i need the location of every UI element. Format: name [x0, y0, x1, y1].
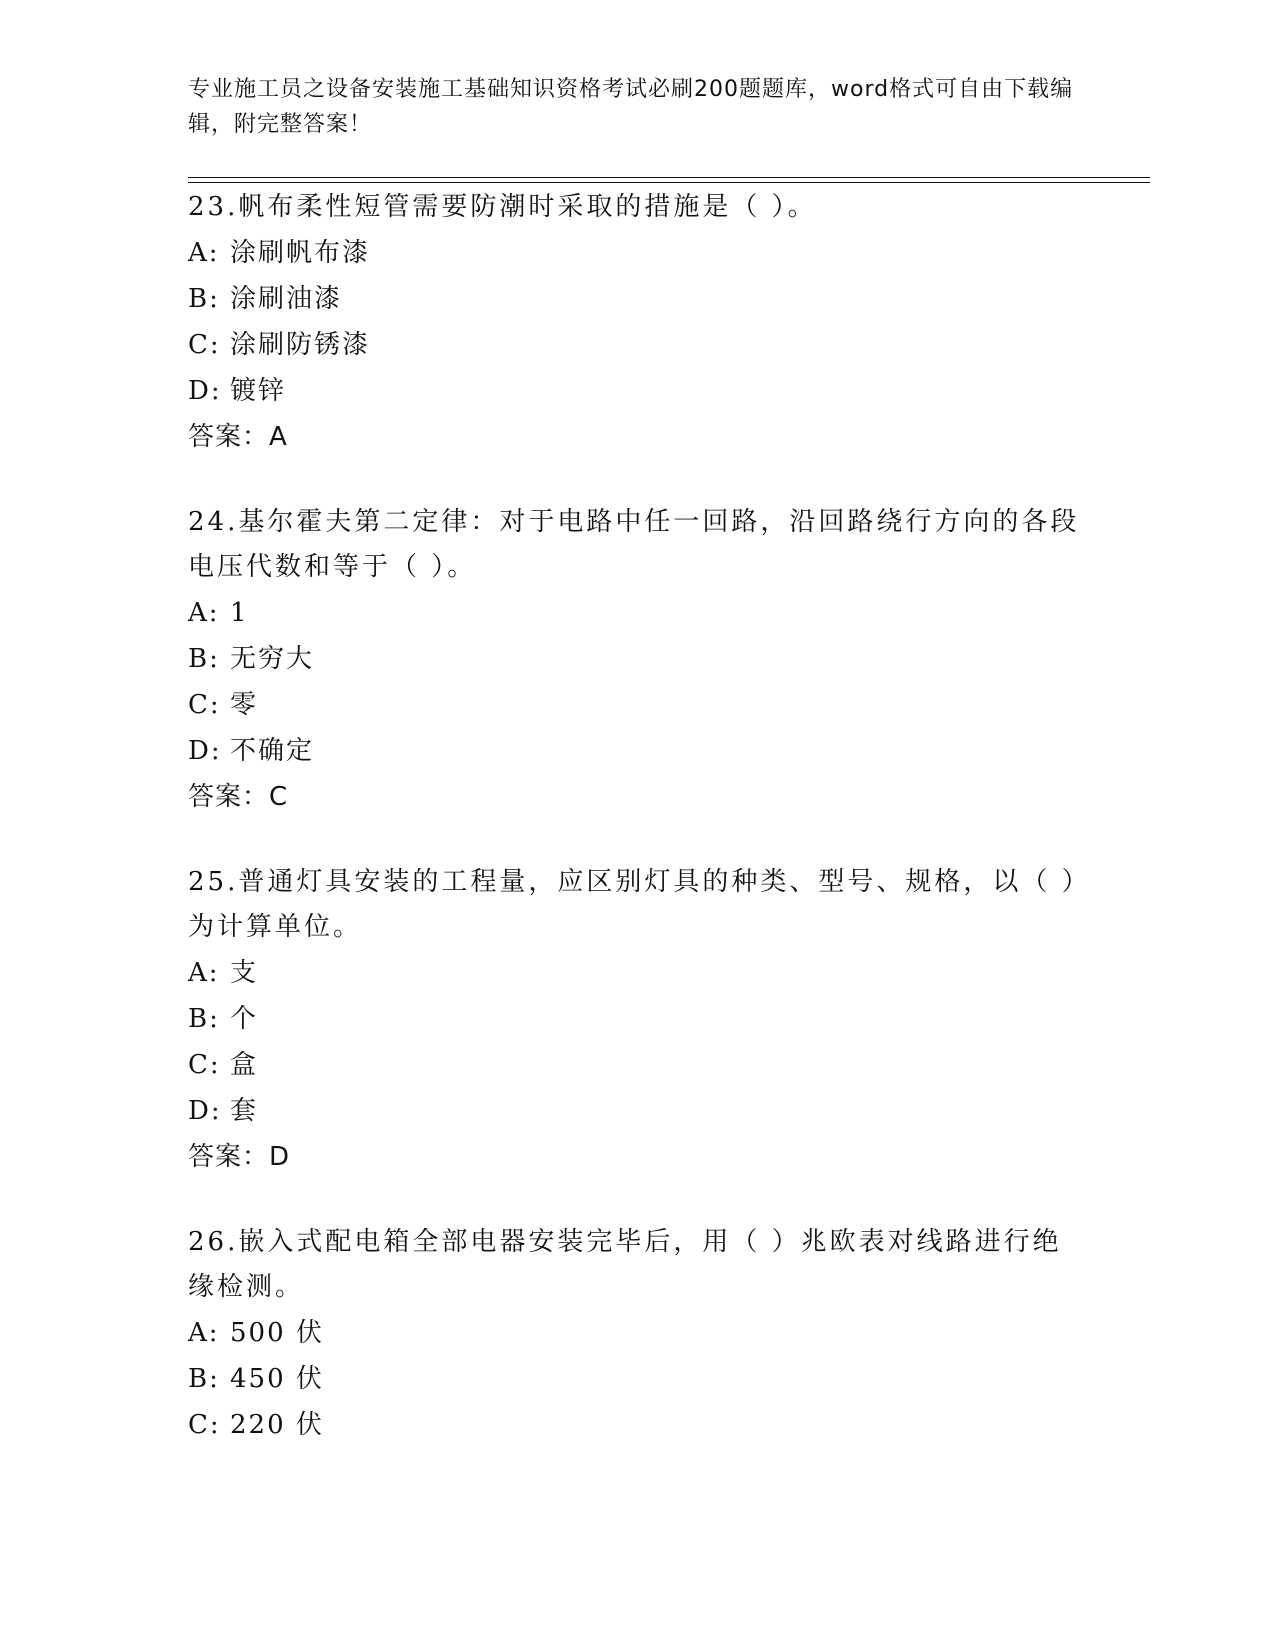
option-b	[188, 636, 1088, 682]
option-a	[188, 590, 1088, 636]
option-text: 450 伏	[230, 1364, 324, 1394]
option-c	[188, 322, 1088, 368]
option-letter: A:	[188, 598, 220, 628]
question-23	[188, 185, 1088, 460]
option-d	[188, 1088, 1088, 1134]
option-text: 涂刷防锈漆	[230, 330, 371, 360]
option-letter: D:	[188, 736, 222, 766]
question-25	[188, 860, 1088, 1180]
option-text: 套	[230, 1096, 259, 1126]
option-text: 支	[230, 958, 259, 988]
option-text: 涂刷油漆	[230, 284, 343, 314]
option-letter: B:	[188, 644, 220, 674]
document-header: 专业施工员之设备安装施工基础知识资格考试必刷200题题库，word格式可自由下载编辑，附完整答案！	[188, 77, 1074, 137]
option-a	[188, 1310, 1088, 1356]
option-letter: B:	[188, 284, 220, 314]
question-stem: 25.普通灯具安装的工程量，应区别灯具的种类、型号、规格，以（ ）为计算单位。	[188, 867, 1078, 942]
option-b	[188, 276, 1088, 322]
option-a	[188, 950, 1088, 996]
option-text: 500 伏	[230, 1318, 324, 1348]
question-26	[188, 1220, 1088, 1448]
option-letter: D:	[188, 1096, 222, 1126]
option-a	[188, 230, 1088, 276]
option-text: 涂刷帆布漆	[230, 238, 371, 268]
option-c	[188, 682, 1088, 728]
option-letter: D:	[188, 376, 222, 406]
header-divider-top	[188, 177, 1150, 178]
option-text: 1	[230, 598, 249, 628]
option-c	[188, 1042, 1088, 1088]
option-letter: C:	[188, 690, 221, 720]
option-letter: C:	[188, 1050, 221, 1080]
question-list	[188, 185, 1088, 1488]
option-letter: B:	[188, 1004, 220, 1034]
question-stem: 24.基尔霍夫第二定律：对于电路中任一回路，沿回路绕行方向的各段电压代数和等于（ ）。	[188, 507, 1080, 582]
option-c	[188, 1402, 1088, 1448]
option-d	[188, 368, 1088, 414]
option-letter: A:	[188, 238, 220, 268]
question-stem: 23.帆布柔性短管需要防潮时采取的措施是（ ）。	[188, 192, 817, 222]
option-letter: C:	[188, 330, 221, 360]
question-stem: 26.嵌入式配电箱全部电器安装完毕后，用（ ）兆欧表对线路进行绝缘检测。	[188, 1227, 1062, 1302]
answer-line: 答案：A	[188, 422, 288, 452]
option-b	[188, 996, 1088, 1042]
header-divider-bottom	[188, 182, 1150, 183]
option-text: 个	[230, 1004, 259, 1034]
option-text: 220 伏	[230, 1410, 324, 1440]
option-text: 盒	[230, 1050, 259, 1080]
option-letter: C:	[188, 1410, 221, 1440]
option-b	[188, 1356, 1088, 1402]
option-text: 无穷大	[230, 644, 315, 674]
answer-line: 答案：C	[188, 782, 289, 812]
option-text: 零	[230, 690, 259, 720]
answer-line: 答案：D	[188, 1142, 291, 1172]
option-letter: B:	[188, 1364, 220, 1394]
option-letter: A:	[188, 958, 220, 988]
option-d	[188, 728, 1088, 774]
option-text: 不确定	[230, 736, 315, 766]
question-24	[188, 500, 1088, 820]
option-letter: A:	[188, 1318, 220, 1348]
option-text: 镀锌	[230, 376, 287, 406]
